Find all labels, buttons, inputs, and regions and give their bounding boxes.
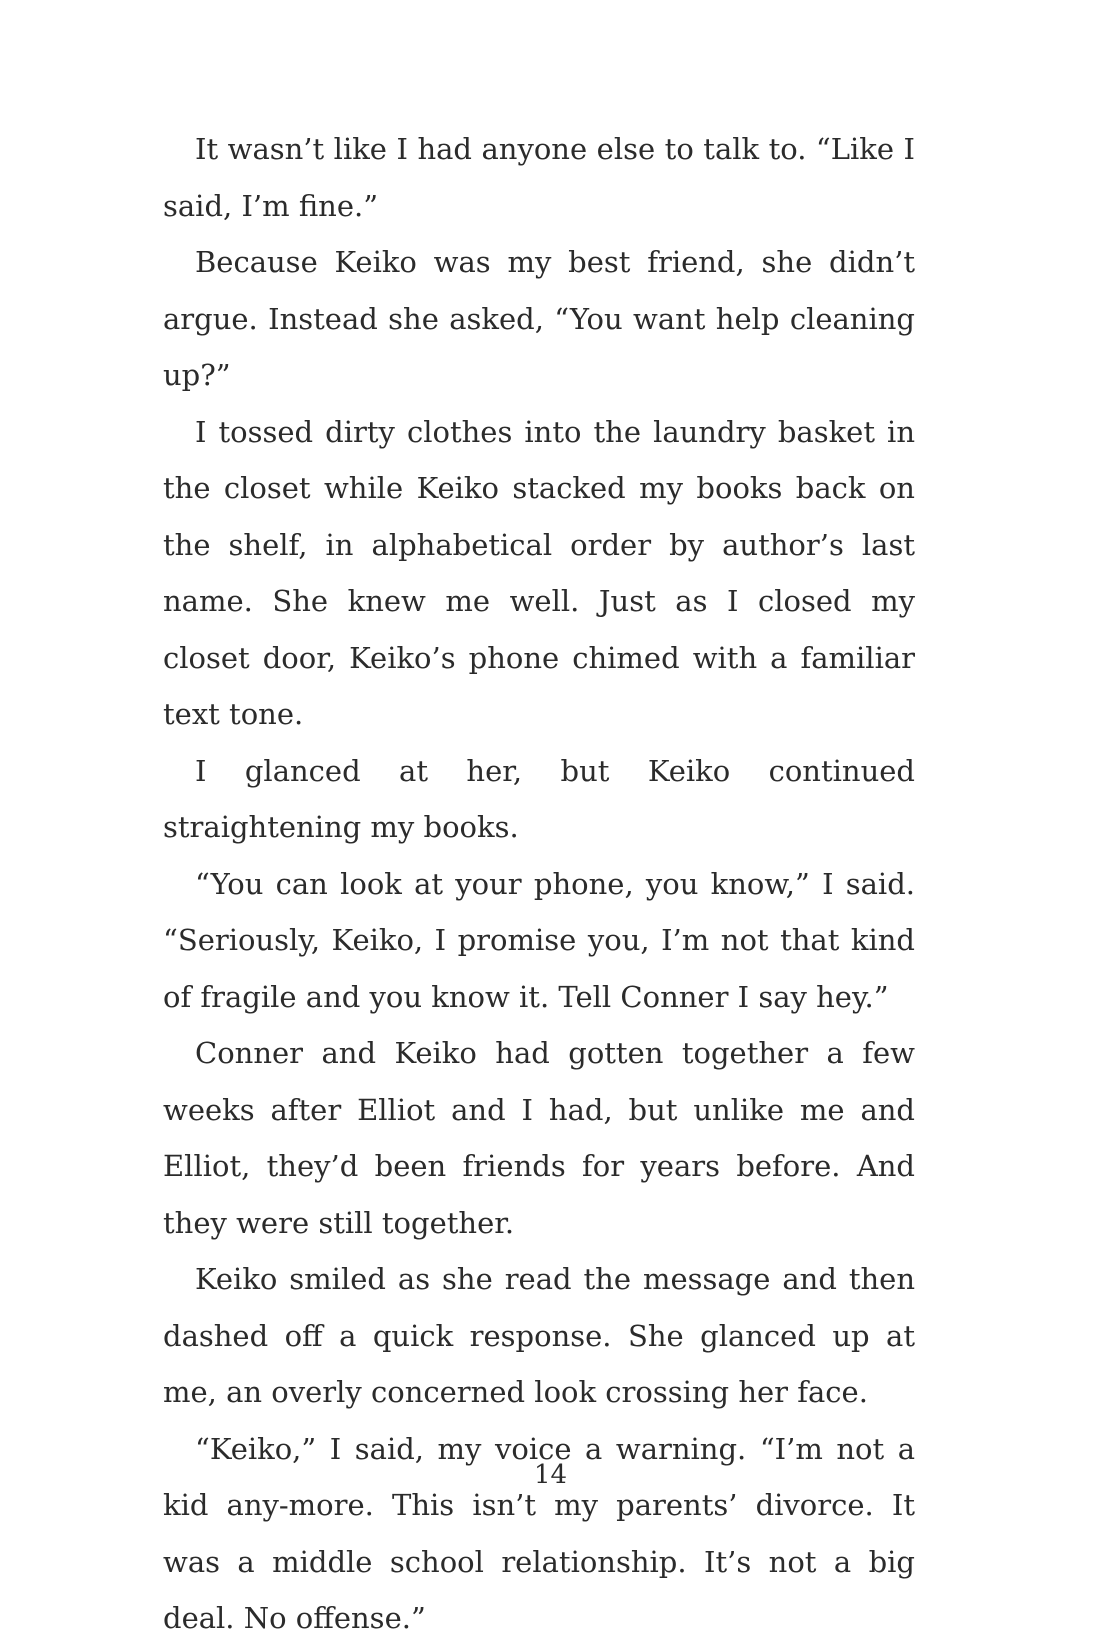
paragraph-5: “You can look at your phone, you know,” I said. “Seriously, Keiko, I promise you, I’m not that kind of fragile and you know it. Tell Conner I say hey.” (163, 866, 915, 1014)
body-text (163, 121, 915, 1647)
paragraph-1: It wasn’t like I had anyone else to talk to. “Like I said, I’m fine.” (163, 132, 915, 223)
paragraph-8: “Keiko,” I said, my voice a warning. “I’m not a kid any-more. This isn’t my parents’ divorce. It was a middle school relationship. It’s not a big deal. No offense.” (163, 1431, 915, 1635)
paragraph-3: I tossed dirty clothes into the laundry basket in the closet while Keiko stacked my books back on the shelf, in alphabetical order by author’s last name. She knew me well. Just as I closed my closet door, Keiko’s phone chimed with a familiar text tone. (163, 414, 915, 731)
paragraph-6: Conner and Keiko had gotten together a few weeks after Elliot and I had, but unlike me and Elliot, they’d been friends for years before. And they were still together. (163, 1036, 915, 1240)
paragraph-2: Because Keiko was my best friend, she didn’t argue. Instead she asked, “You want help cleaning up?” (163, 245, 915, 392)
paragraph-4: I glanced at her, but Keiko continued straightening my books. (163, 753, 915, 844)
paragraph-7: Keiko smiled as she read the message and then dashed off a quick response. She glanced up at me, an overly concerned look crossing her face. (163, 1262, 915, 1409)
page-number: 14 (533, 1460, 568, 1490)
